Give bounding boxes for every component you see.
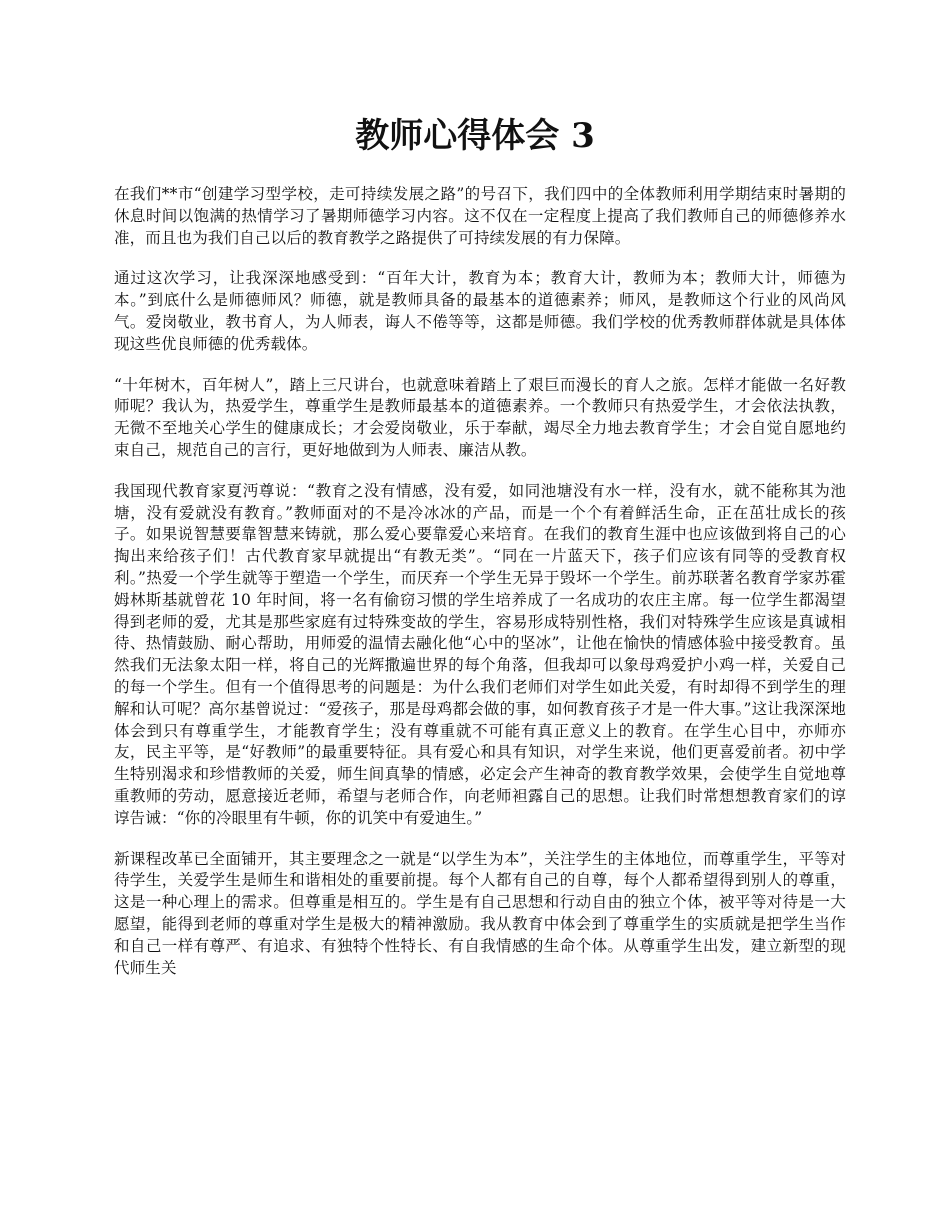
document-title: 教师心得体会 3: [355, 116, 595, 156]
paragraph-1: 在我们**市“创建学习型学校，走可持续发展之路”的号召下，我们四中的全体教师利用学期结束时暑期的休息时间以饱满的热情学习了暑期师德学习内容。这不仅在一定程度上提高了我们教师自己的师德修养水准，而且也为我们自己以后的教育教学之路提供了可持续发展的有力保障。: [114, 185, 846, 247]
paragraph-3: “十年树木，百年树人”，踏上三尺讲台，也就意味着踏上了艰巨而漫长的育人之旅。怎样才能做一名好教师呢？我认为，热爱学生，尊重学生是教师最基本的道德素养。一个教师只有热爱学生，才会依法执教，无微不至地关心学生的健康成长；才会爱岗敬业，乐于奉献，竭尽全力地去教育学生；才会自觉自愿地约束自己，规范自己的言行，更好地做到为人师表、廉洁从教。: [114, 375, 846, 459]
paragraph-4: 我国现代教育家夏沔尊说：“教育之没有情感，没有爱，如同池塘没有水一样，没有水，就不能称其为池塘，没有爱就没有教育。”教师面对的不是冷冰冰的产品，而是一个个有着鲜活生命，正在茁壮成长的孩子。如果说智慧要靠智慧来铸就，那么爱心要靠爱心来培育。在我们的教育生涯中也应该做到将自己的心掏出来给孩子们！古代教育家早就提出“有教无类”。“同在一片蓝天下，孩子们应该有同等的受教育权利。”热爱一个学生就等于塑造一个学生，而厌弃一个学生无异于毁坏一个学生。前苏联著名教育学家苏霍姆林斯基就曾花 10 年时间，将一名有偷窃习惯的学生培养成了一名成功的农庄主席。每一位学生都渴望得到老师的爱，尤其是那些家庭有过特殊变故的学生，容易形成特别性格，我们对特殊学生应该是真诚相待、热情鼓励、耐心帮助，用师爱的温情去融化他“心中的坚冰”，让他在愉快的情感体验中接受教育。虽然我们无法象太阳一样，将自己的光辉撒遍世界的每个角落，但我却可以象母鸡爱护小鸡一样，关爱自己的每一个学生。但有一个值得思考的问题是：为什么我们老师们对学生如此关爱，有时却得不到学生的理解和认可呢？高尔基曾说过：“爱孩子，那是母鸡都会做的事，如何教育孩子才是一件大事。”这让我深深地体会到只有尊重学生，才能教育学生；没有尊重就不可能有真正意义上的教育。在学生心目中，亦师亦友，民主平等，是“好教师”的最重要特征。具有爱心和具有知识，对学生来说，他们更喜爱前者。初中学生特别渴求和珍惜教师的关爱，师生间真挚的情感，必定会产生神奇的教育教学效果，会使学生自觉地尊重教师的劳动，愿意接近老师，希望与老师合作，向老师袒露自己的思想。让我们时常想想教育家们的谆谆告诫：“你的冷眼里有牛顿，你的讥笑中有爱迪生。”: [114, 481, 846, 827]
paragraph-5: 新课程改革已全面铺开，其主要理念之一就是“以学生为本”，关注学生的主体地位，而尊重学生，平等对待学生，关爱学生是师生和谐相处的重要前提。每个人都有自己的自尊，每个人都希望得到别人的尊重，这是一种心理上的需求。但尊重是相互的。学生是有自己思想和行动自由的独立个体，被平等对待是一大愿望，能得到老师的尊重对学生是极大的精神激励。我从教育中体会到了尊重学生的实质就是把学生当作和自己一样有尊严、有追求、有独特个性特长、有自我情感的生命个体。从尊重学生出发，建立新型的现代师生关: [114, 849, 846, 977]
paragraph-2: 通过这次学习，让我深深地感受到：“百年大计，教育为本；教育大计，教师为本；教师大计，师德为本。”到底什么是师德师风？师德，就是教师具备的最基本的道德素养；师风，是教师这个行业的风尚风气。爱岗敬业，教书育人，为人师表，诲人不倦等等，这都是师德。我们学校的优秀教师群体就是具体体现这些优良师德的优秀载体。: [114, 269, 846, 353]
document-body: [114, 184, 846, 998]
